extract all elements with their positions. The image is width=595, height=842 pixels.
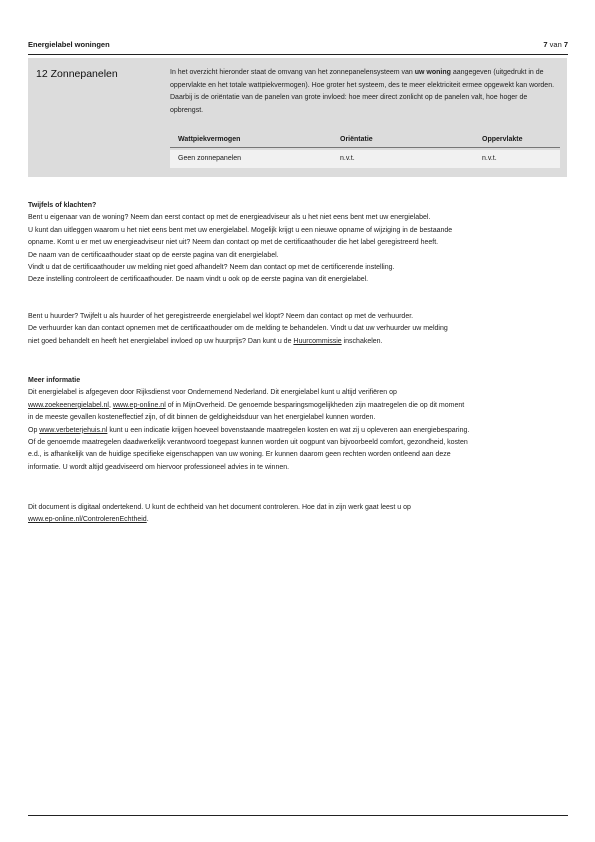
header-orientation: Oriëntatie [340, 136, 373, 143]
solar-table [170, 133, 560, 168]
paragraph-line: informatie. U wordt altijd geadviseerd om hiervoor professioneel advies in te winnen. [28, 463, 290, 471]
paragraph-line: e.d., is afhankelijk van de huidige specifieke eigenschappen van uw woning. Er kunnen daarom geen rechten worden ontleend aan deze [28, 451, 451, 459]
header-wattpeak: Wattpiekvermogen [178, 136, 241, 143]
paragraph-line: Dit energielabel is afgegeven door Rijksdienst voor Ondernemend Nederland. Dit energielabel kunt u altijd verifiëren op [28, 389, 397, 397]
tenant-block [28, 311, 568, 348]
verbeterjehuis-link[interactable]: www.verbeterjehuis.nl [39, 426, 108, 434]
paragraph-line: U kunt dan uitleggen waarom u het niet eens bent met uw energielabel. Mogelijk krijgt u een nieuwe opname of wijziging in de bestaande [28, 226, 453, 234]
paragraph-line: Deze instelling controleert de certificaathouder. De naam vindt u ook op de eerste pagina van dit energielabel. [28, 276, 369, 284]
paragraph-line: www.ep-online.nl/ControlerenEchtheid. [28, 516, 149, 524]
paragraph-line: in de meeste gevallen kosteneffectief zijn, of dit binnen de geldigheidsduur van het energielabel kunnen worden. [28, 414, 376, 422]
page-header [28, 40, 568, 55]
info-block [28, 375, 568, 474]
controleren-echtheid-link[interactable]: www.ep-online.nl/ControlerenEchtheid [28, 516, 147, 524]
document-title: Energielabel woningen [28, 40, 110, 49]
paragraph-line: Op www.verbeterjehuis.nl kunt u een indicatie krijgen hoeveel bovenstaande maatregelen kosten en wat zij u opleveren aan energiebesparing. [28, 426, 470, 434]
table-header [170, 133, 560, 148]
ep-online-link[interactable]: www.ep-online.nl [112, 401, 166, 409]
paragraph-line: Vindt u dat de certificaathouder uw melding niet goed afhandelt? Neem dan contact op met de certificerende instelling. [28, 264, 395, 272]
paragraph-line: www.zoekeenergielabel.nl, www.ep-online.nl of in MijnOverheid. De genoemde besparingsmogelijkheden zijn maatregelen die op dit moment [28, 401, 465, 409]
paragraph-line: Of de genoemde maatregelen daadwerkelijk verantwoord toegepast kunnen worden uit oogpunt van bijvoorbeeld comfort, gezondheid, kosten [28, 439, 468, 447]
paragraph-line: De verhuurder kan dan contact opnemen met de certificaathouder om de melding te behandelen. Vindt u dat uw verhuurder uw melding [28, 325, 448, 333]
footer-divider [28, 815, 568, 816]
paragraph-line: De naam van de certificaathouder staat op de eerste pagina van dit energielabel. [28, 251, 279, 259]
complaints-block [28, 200, 568, 287]
header-area: Oppervlakte [482, 136, 523, 143]
complaints-heading: Twijfels of klachten? [28, 202, 97, 209]
section-description: In het overzicht hieronder staat de omvang van het zonnepanelensysteem van uw woning aangegeven (uitgedrukt in de oppervlakte en het totale wattpiekvermogen). Hoe groter het systeem, des te meer elektriciteit ermee opgewekt kan worden. Daarbij is de oriëntatie van de panelen van grote invloed: hoe meer direct zonlicht op de panelen valt, hoe hoger de opbrengst. [170, 69, 555, 114]
cell-wattpeak: Geen zonnepanelen [178, 155, 242, 162]
signature-block [28, 502, 568, 527]
table-row [170, 150, 560, 168]
cell-area: n.v.t. [482, 155, 497, 162]
huurcommissie-link[interactable]: Huurcommissie [293, 337, 342, 345]
paragraph-line: Bent u huurder? Twijfelt u als huurder of het geregistreerde energielabel wel klopt? Neem dan contact op met de verhuurder. [28, 313, 414, 320]
paragraph-line: Bent u eigenaar van de woning? Neem dan eerst contact op met de energieadviseur als u het niet eens bent met uw energielabel. [28, 214, 431, 222]
solar-panels-section [28, 58, 567, 177]
paragraph-line: Dit document is digitaal ondertekend. U kunt de echtheid van het document controleren. Hoe dat in zijn werk gaat leest u op [28, 504, 411, 511]
section-title: 12 Zonnepanelen [36, 68, 118, 80]
paragraph-line: opname. Komt u er met uw energieadviseur niet uit? Neem dan contact op met de certificaathouder die het label geregistreerd heeft. [28, 239, 439, 247]
zoekeenergielabel-link[interactable]: www.zoekeenergielabel.nl [28, 401, 109, 409]
cell-orientation: n.v.t. [340, 155, 355, 162]
paragraph-line: niet goed behandelt en heeft het energielabel invloed op uw huurprijs? Dan kunt u de Huurcommissie inschakelen. [28, 337, 383, 345]
info-heading: Meer informatie [28, 377, 81, 384]
page-number: 7 van 7 [543, 40, 568, 49]
